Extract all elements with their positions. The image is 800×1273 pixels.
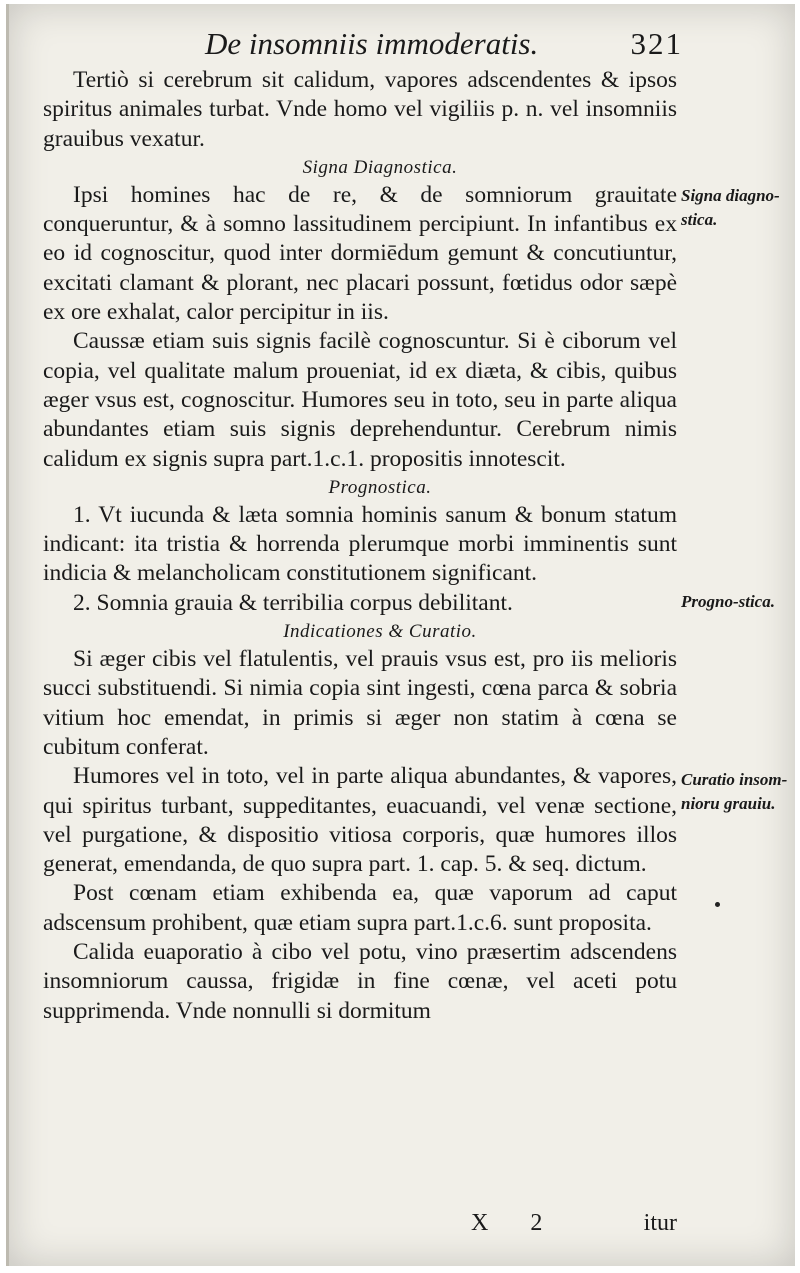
heading-signa-diagnostica: Signa Diagnostica.	[302, 156, 458, 178]
paragraph-3: Caussæ etiam suis signis facilè cognoscuntur. Si è ciborum vel copia, vel qualitate malum proueniat, id ex diæta, & cibis, quibus æger vsus est, cognoscitur. Humores seu in toto, seu in parte aliqua abundantes etiam suis signis deprehenduntur. Cerebrum nimis calidum ex signis supra part.1.c.1. propositis innotescit.	[43, 328, 677, 472]
ink-speck	[715, 902, 720, 907]
catchword: itur	[643, 1210, 677, 1236]
margin-note-text: Signa diagno-stica.	[681, 186, 780, 229]
paragraph-9: Calida euaporatio à cibo vel potu, vino præsertim adscendens insomniorum caussa, frigidæ in fine cœnæ, vel aceti potu supprimenda. Vnde nonnulli si dormitum	[43, 939, 677, 1024]
paragraph-4: 1. Vt iucunda & læta somnia hominis sanum & bonum statum indicant: ita tristia & horrenda plerumque morbi imminentis sunt indicia & melancholicam constitutionem significant.	[43, 501, 677, 587]
running-header	[189, 26, 689, 66]
heading-prognostica: Prognostica.	[328, 476, 432, 498]
paragraph-2: Ipsi homines hac de re, & de somniorum grauitate conqueruntur, & à somno lassitudinem percipiunt. In infantibus ex eo id cognoscitur, quod inter dormiēdum gemunt & concutiuntur, excitati clamant & plorant, nec placari possunt, fœtidus odor sæpè ex ore exhalat, calor percipitur in iis.	[43, 181, 677, 326]
paragraph-8: Post cœnam etiam exhibenda ea, quæ vaporum ad caput adscensum prohibent, quæ etiam supra part.1.c.6. sunt proposita.	[43, 880, 677, 936]
page-number: 321	[630, 26, 683, 61]
running-title: De insomniis immoderatis.	[205, 26, 539, 61]
heading-indicationes: Indicationes & Curatio.	[283, 621, 477, 643]
book-page	[6, 4, 795, 1266]
page-footer	[43, 1210, 677, 1244]
paragraph-1: Tertiò si cerebrum sit calidum, vapores adscendentes & ipsos spiritus animales turbat. Vnde homo vel vigiliis p. n. vel insomniis grauibus vexatur.	[43, 67, 677, 152]
paragraph-7: Humores vel in toto, vel in parte aliqua abundantes, & vapores, qui spiritus turbant, suppeditantes, euacuandi, vel venæ sectione, vel purgatione, & dispositio vitiosa corporis, quæ humores illos generat, emendanda, de quo supra part. 1. cap. 5. & seq. dictum.	[43, 763, 677, 878]
margin-note-signa	[681, 184, 791, 232]
margin-note-curatio	[681, 768, 791, 816]
margin-note-prognostica	[681, 590, 791, 614]
margin-note-text: Curatio insom-nioru grauiu.	[681, 770, 788, 813]
paragraph-5: 2. Somnia grauia & terribilia corpus debilitant.	[73, 589, 513, 616]
page-body	[43, 66, 677, 1026]
margin-note-text: Progno-stica.	[681, 592, 775, 611]
signature-mark: X 2	[471, 1210, 561, 1236]
paragraph-6: Si æger cibis vel flatulentis, vel prauis vsus est, pro iis melioris succi substituendi. Si nimia copia sint ingesti, cœna parca & sobria vitium hoc emendat, in primis si æger non statim à cœna se cubitum conferat.	[43, 646, 677, 760]
